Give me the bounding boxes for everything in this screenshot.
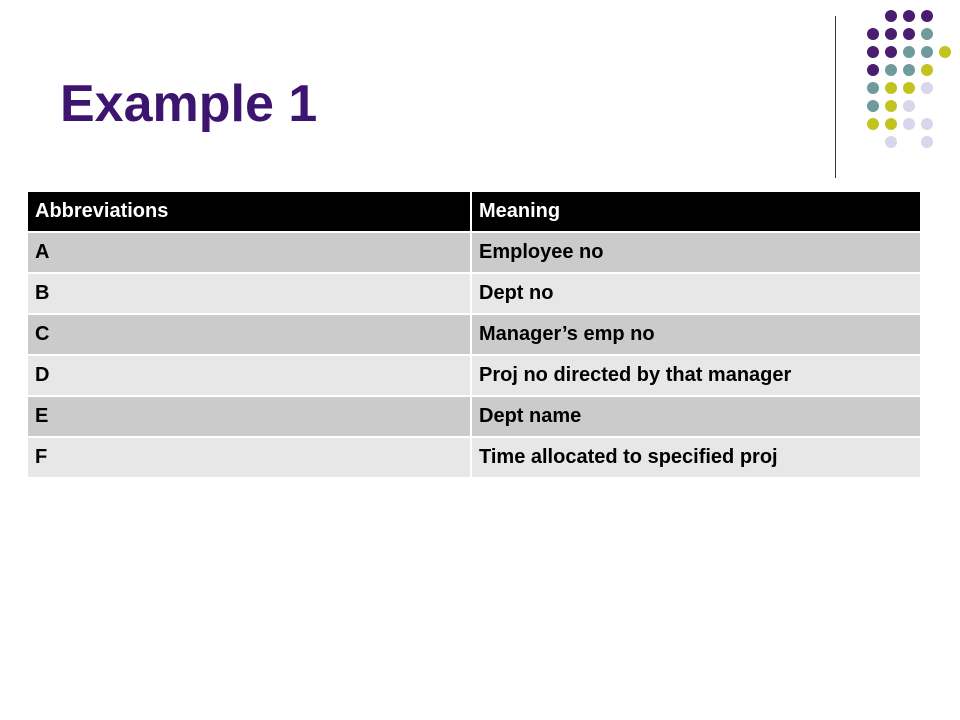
abbreviation-cell: E	[28, 397, 470, 438]
decorative-dot	[921, 28, 933, 40]
decorative-dot	[885, 10, 897, 22]
decorative-dot	[867, 100, 879, 112]
decorative-dot	[939, 46, 951, 58]
meaning-cell: Dept no	[470, 274, 920, 315]
table-row	[28, 397, 920, 438]
slide-title: Example 1	[60, 75, 318, 133]
abbreviations-table	[28, 192, 920, 479]
decorative-dot	[903, 46, 915, 58]
column-header-meaning: Meaning	[470, 192, 920, 233]
decorative-dot	[885, 82, 897, 94]
meaning-cell: Proj no directed by that manager	[470, 356, 920, 397]
decorative-dot	[921, 118, 933, 130]
decorative-dot	[885, 118, 897, 130]
decorative-dot	[885, 100, 897, 112]
decorative-dot	[903, 100, 915, 112]
decorative-dot	[921, 10, 933, 22]
vertical-divider-line	[835, 16, 836, 178]
decorative-dot	[885, 46, 897, 58]
column-header-abbreviations: Abbreviations	[28, 192, 470, 233]
meaning-cell: Employee no	[470, 233, 920, 274]
abbreviation-cell: B	[28, 274, 470, 315]
decorative-dot	[867, 118, 879, 130]
decorative-dot	[885, 136, 897, 148]
decorative-dot	[885, 28, 897, 40]
decorative-dot	[903, 82, 915, 94]
decorative-dot	[867, 64, 879, 76]
decorative-dot	[921, 46, 933, 58]
decorative-dot	[903, 10, 915, 22]
decorative-dot	[885, 64, 897, 76]
abbreviation-cell: C	[28, 315, 470, 356]
table-row	[28, 233, 920, 274]
abbreviation-cell: A	[28, 233, 470, 274]
abbreviation-cell: D	[28, 356, 470, 397]
decorative-dot	[867, 82, 879, 94]
decorative-dot	[921, 136, 933, 148]
decorative-dot	[867, 28, 879, 40]
decorative-dot-grid	[849, 10, 949, 160]
decorative-dot	[903, 118, 915, 130]
table-row	[28, 356, 920, 397]
table-row	[28, 315, 920, 356]
table-row	[28, 438, 920, 479]
decorative-dot	[921, 64, 933, 76]
meaning-cell: Time allocated to specified proj	[470, 438, 920, 479]
abbreviation-cell: F	[28, 438, 470, 479]
decorative-dot	[921, 82, 933, 94]
table-row	[28, 274, 920, 315]
meaning-cell: Dept name	[470, 397, 920, 438]
decorative-dot	[867, 46, 879, 58]
decorative-dot	[903, 28, 915, 40]
meaning-cell: Manager’s emp no	[470, 315, 920, 356]
decorative-dot	[903, 64, 915, 76]
table-header-row	[28, 192, 920, 233]
